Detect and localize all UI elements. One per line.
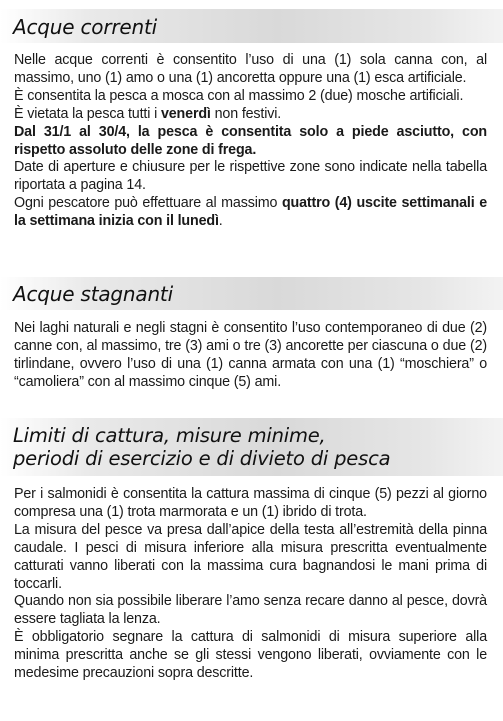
paragraph: È consentita la pesca a mosca con al massimo 2 (due) mosche artificiali. xyxy=(14,87,464,104)
paragraph: È obbligatorio segnare la cattura di salmonidi di misura superiore alla minima prescritta anche se gli stessi vengono liberati, ovviamente con le medesime precauzioni sopra descritte. xyxy=(14,629,487,682)
section-title-line-1: Limiti di cattura, misure minime, xyxy=(13,424,326,447)
paragraph: La misura del pesce va presa dall’apice della testa all’estremità della pinna caudale. I pesci di misura inferiore alla misura prescritta eventualmente catturati vanno liberati con la massima cura bagnandosi le mani prima di toccarli. xyxy=(14,521,487,592)
section-body-limiti-di-cattura xyxy=(14,486,487,683)
paragraph: Quando non sia possibile liberare l’amo senza recare danno al pesce, dovrà essere tagliata la lenza. xyxy=(14,593,487,628)
section-header-limiti-di-cattura xyxy=(0,418,503,476)
paragraph: Nei laghi naturali e negli stagni è consentito l’uso contemporaneo di due (2) canne con, al massimo, tre (3) ami o tre (3) ancorette per ciascuna o due (2) tirlindane, ovvero l’uso di una (1) canna armata con una (1) “moschiera” o “camoliera” con al massimo cinque (5) ami. xyxy=(14,320,487,390)
section-body-acque-stagnanti xyxy=(14,320,487,392)
section-title-acque-stagnanti: Acque stagnanti xyxy=(13,282,173,306)
section-title-acque-correnti: Acque correnti xyxy=(13,15,157,39)
paragraph: Date di aperture e chiusure per le rispettive zone sono indicate nella tabella riportata a pagina 14. xyxy=(14,159,487,194)
section-title-line-2: periodi di esercizio e di divieto di pesca xyxy=(13,447,391,470)
section-title-limiti-di-cattura xyxy=(13,424,390,470)
paragraph: Ogni pescatore può effettuare al massimo quattro (4) uscite settimanali e la settimana inizia con il lunedì. xyxy=(14,195,487,230)
paragraph: Dal 31/1 al 30/4, la pesca è consentita solo a piede asciutto, con rispetto assoluto delle zone di frega. xyxy=(14,123,487,158)
paragraph: Per i salmonidi è consentita la cattura massima di cinque (5) pezzi al giorno compresa una (1) trota marmorata e un (1) ibrido di trota. xyxy=(14,486,487,520)
paragraph: Nelle acque correnti è consentito l’uso di una (1) sola canna con, al massimo, uno (1) amo o una (1) ancoretta oppure una (1) esca artificiale. xyxy=(14,52,487,86)
section-header-acque-stagnanti xyxy=(0,277,503,310)
section-header-acque-correnti xyxy=(0,9,503,43)
paragraph: È vietata la pesca tutti i venerdì non festivi. xyxy=(14,105,282,122)
section-body-acque-correnti xyxy=(14,52,487,231)
